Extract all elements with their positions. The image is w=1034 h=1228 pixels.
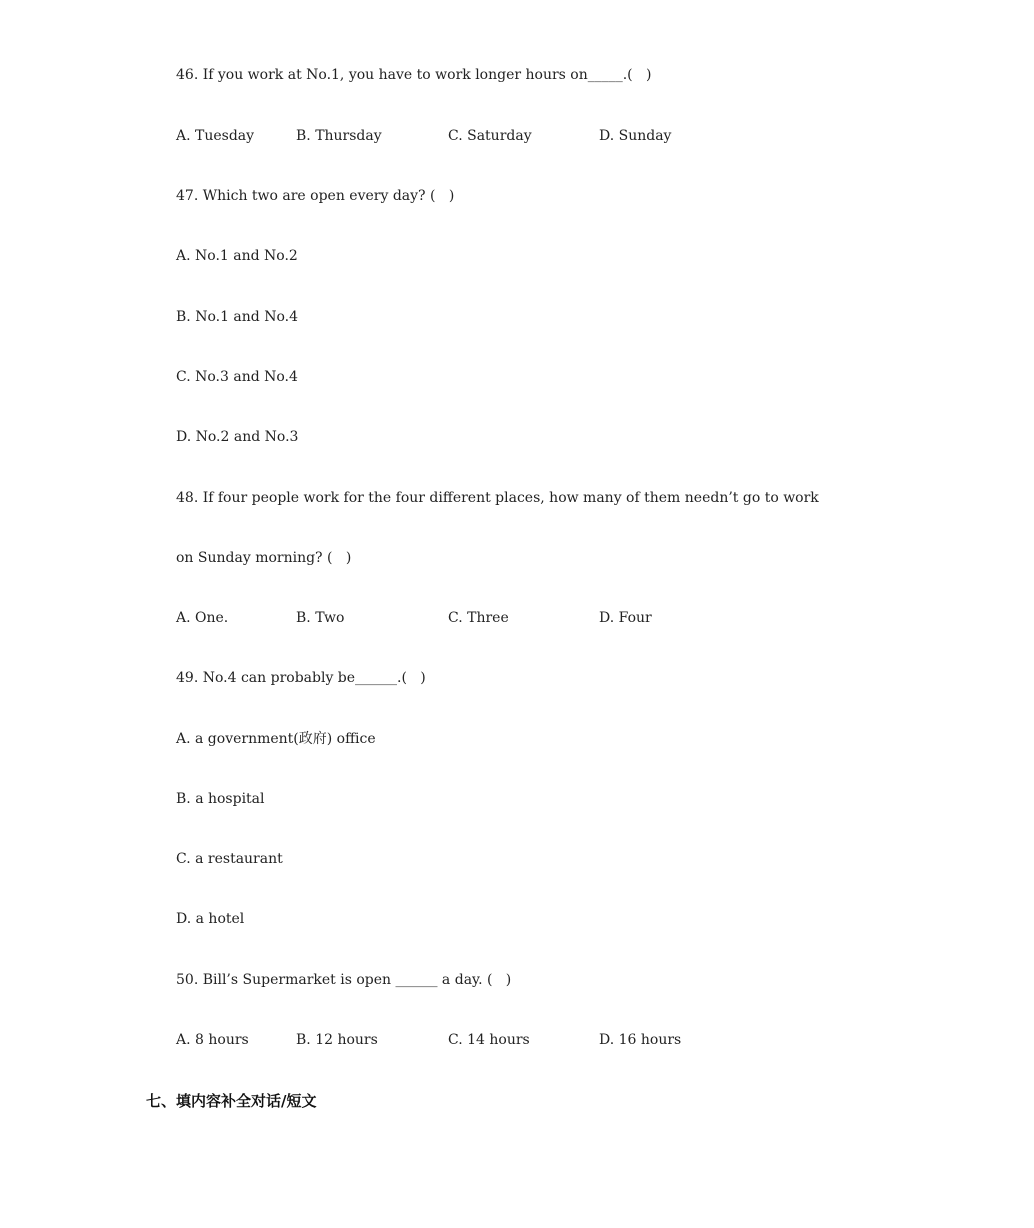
question-49-option-c: C. a restaurant [176,851,283,867]
question-50-option-d: D. 16 hours [599,1032,682,1048]
question-47-stem: 47. Which two are open every day? ( ) [176,188,455,204]
question-48-option-b: B. Two [296,610,345,626]
question-48-stem-line-2: on Sunday morning? ( ) [176,550,352,566]
question-48-option-d: D. Four [599,610,652,626]
question-48-option-a: A. One. [176,610,229,626]
question-50-option-c: C. 14 hours [448,1032,530,1048]
question-47-option-b: B. No.1 and No.4 [176,309,298,325]
question-49-stem: 49. No.4 can probably be______.( ) [176,670,426,686]
question-50-option-b: B. 12 hours [296,1032,378,1048]
question-46-option-a: A. Tuesday [176,128,255,144]
question-46-option-b: B. Thursday [296,128,382,144]
section-heading: 七、填内容补全对话/短文 [146,1092,317,1110]
question-46-option-c: C. Saturday [448,128,532,144]
question-47-option-d: D. No.2 and No.3 [176,429,299,445]
question-47-option-c: C. No.3 and No.4 [176,369,298,385]
question-50-stem: 50. Bill’s Supermarket is open ______ a day. ( ) [176,972,512,988]
question-48-option-c: C. Three [448,610,509,626]
question-48-stem-line-1: 48. If four people work for the four different places, how many of them needn’t go to work [176,490,819,506]
question-49-option-b: B. a hospital [176,791,265,807]
question-50-option-a: A. 8 hours [176,1032,249,1048]
question-46-option-d: D. Sunday [599,128,672,144]
question-49-option-a: A. a government(政府) office [176,731,376,747]
question-46-stem: 46. If you work at No.1, you have to work longer hours on_____.( ) [176,67,652,83]
question-47-option-a: A. No.1 and No.2 [176,248,298,264]
question-49-option-d: D. a hotel [176,911,245,927]
